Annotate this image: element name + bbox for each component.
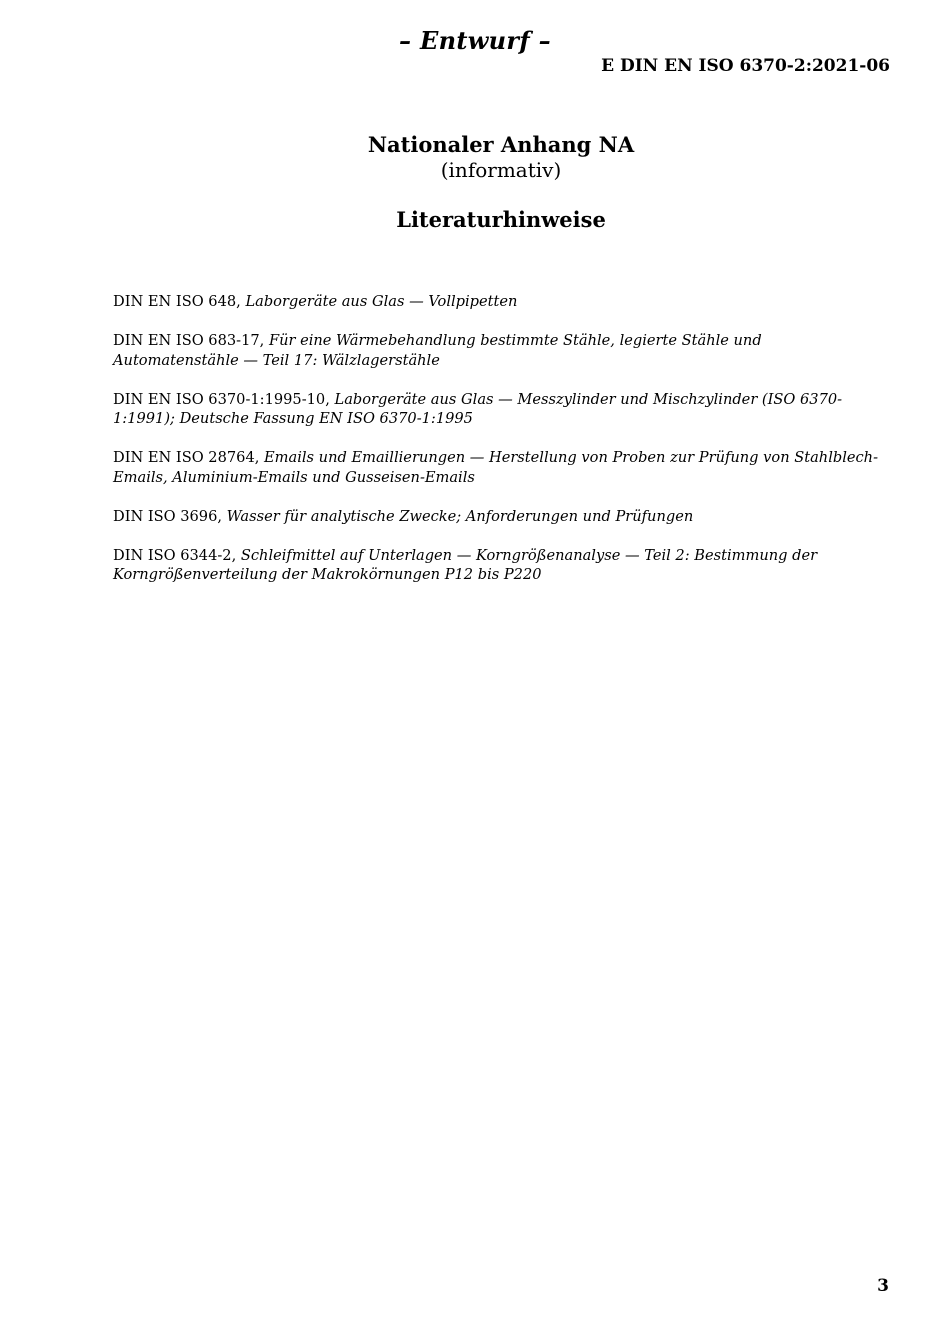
annex-subtitle: (informativ) (440, 158, 562, 182)
reference-designation: DIN ISO 3696, (113, 507, 223, 525)
reference-designation: DIN EN ISO 683-17, (113, 332, 265, 349)
reference-designation: DIN EN ISO 6370-1:1995-10, (113, 390, 330, 408)
reference-item (113, 292, 888, 312)
page-number: 3 (877, 1276, 889, 1296)
reference-list (113, 292, 888, 604)
reference-designation: DIN EN ISO 28764, (113, 449, 260, 466)
section-title: Literaturhinweise (396, 207, 606, 232)
reference-designation: DIN EN ISO 648, (113, 293, 241, 310)
reference-title: Schleifmittel auf Unterlagen — Korngrößenanalyse — Teil 2: Bestimmung der Korngrößenverteilung der Makrokörnungen P12 bis P220 (113, 546, 818, 583)
reference-title: Für eine Wärmebehandlung bestimmte Stähle, legierte Stähle und Automatenstähle — Teil 17: Wälzlagerstähle (113, 332, 762, 369)
reference-item (113, 507, 888, 527)
reference-item (113, 448, 888, 487)
reference-title: Laborgeräte aus Glas — Vollpipetten (245, 293, 518, 310)
document-id: E DIN EN ISO 6370-2:2021-06 (601, 56, 890, 76)
annex-title: Nationaler Anhang NA (367, 132, 635, 157)
reference-title: Emails und Emaillierungen — Herstellung von Proben zur Prüfung von Stahlblech-Emails, Aluminium-Emails und Gusseisen-Emails (113, 449, 879, 486)
reference-item (113, 546, 888, 585)
reference-title: Wasser für analytische Zwecke; Anforderungen und Prüfungen (226, 507, 694, 525)
draft-mark: – Entwurf – (399, 26, 551, 55)
reference-item (113, 390, 888, 429)
reference-item (113, 331, 888, 370)
reference-title: Laborgeräte aus Glas — Messzylinder und Mischzylinder (ISO 6370-1:1991); Deutsche Fassung EN ISO 6370-1:1995 (113, 390, 843, 427)
reference-designation: DIN ISO 6344-2, (113, 546, 237, 564)
